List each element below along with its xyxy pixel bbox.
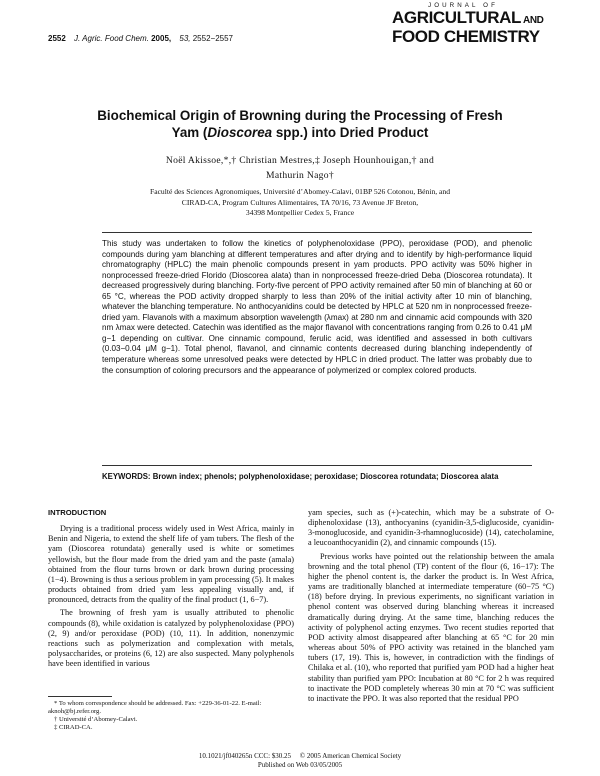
paragraph: yam species, such as (+)-catechin, which may be a substrate of O-diphenoloxidase (13), anthocyanins (cyanidin-3,5-diglucoside, cyanidin-3-monoglucoside, and cyanidin-3-rhamnoglucoside) (14), catecholamine, a leucoanthocyanidin (2), and cinnamic compounds (15). bbox=[308, 508, 554, 548]
author-list bbox=[60, 153, 540, 183]
authors-line2: Mathurin Nago† bbox=[266, 170, 334, 181]
title-line1: Biochemical Origin of Browning during the Processing of Fresh bbox=[97, 108, 503, 123]
affil-line3: 34398 Montpellier Cedex 5, France bbox=[245, 208, 355, 218]
affiliations bbox=[100, 187, 500, 219]
keywords-text: Brown index; phenols; polyphenoloxidase; peroxidase; Dioscorea rotundata; Dioscorea alata bbox=[152, 472, 499, 481]
affil-line1: Faculté des Sciences Agronomiques, Université d’Abomey-Calavi, 01BP 526 Cotonou, Bénin, and bbox=[149, 187, 451, 196]
logo-line3: FOOD CHEMISTRY bbox=[392, 27, 540, 46]
logo-agricultural: AGRICULTURAL bbox=[392, 8, 521, 27]
paragraph: Previous works have pointed out the relationship between the amala browning and the total phenol (TP) content of the flour (6, 16−17): The higher the phenol content is, the darker the product is. In West Africa, yams are traditionally blanched at intermediate temperature (60−75 °C) (18) before drying. In previous experiments, no significant variation in phenol content was observed during blanching whereas it increased dramatically during drying. At the same time, blanching reduces the activity of polyphenol acting enzymes. Two recent studies reported that POD activity almost disappeared after blanching at 65 °C for 20 min whereas about 50% of PPO activity was retained in the blanched yam tubers (17, 19). This is, however, in contradiction with the findings of Chilaka et al. (10), who reported that purified yam POD had a higher heat stability than purified yam PPO: Incubation at 80 °C for 2 h was required to inactivate the POD completely whereas 30 min at 70 °C was sufficient to inactivate the PPO. It was also reported that the residual PPO bbox=[308, 551, 554, 703]
doi-footer bbox=[0, 752, 600, 769]
logo-line1: JOURNAL OF bbox=[428, 2, 498, 9]
footnotes bbox=[48, 700, 298, 732]
journal-year: 2005, bbox=[151, 34, 172, 43]
keywords-label: KEYWORDS: bbox=[102, 472, 151, 481]
footnote-affil-1: † Université d’Abomey-Calavi. bbox=[54, 716, 138, 723]
abstract-top-rule bbox=[102, 232, 532, 233]
title-line2-post: spp.) into Dried Product bbox=[272, 125, 429, 140]
authors-line1: Noël Akissoe,*,† Christian Mestres,‡ Joseph Hounhouigan,† and bbox=[165, 155, 435, 166]
journal-pages: 2552−2557 bbox=[192, 34, 233, 43]
article-title bbox=[60, 107, 540, 141]
paragraph: Drying is a traditional process widely used in West Africa, mainly in Benin and Nigeria, to extend the shelf life of yam tubers. The flesh of the yam (Dioscorea rotundata) generally used is white or sometimes yellowish, but the flour made from the dried yam and the paste (amala) obtained from the flour turns brown or dark brown during processing (1−4). Browning is thus a serious problem in yam processing (5). It makes products obtained from dried yam less appealing visually and, if pronounced, detracts from the quality of the final product (1, 6−7). bbox=[48, 524, 294, 605]
logo-and: AND bbox=[523, 15, 544, 26]
keywords bbox=[102, 472, 532, 482]
section-heading-introduction: INTRODUCTION bbox=[48, 508, 107, 517]
abstract-bottom-rule bbox=[102, 465, 532, 466]
abstract: This study was undertaken to follow the kinetics of polyphenoloxidase (PPO), peroxidase (POD), and phenolic compounds during yam blanching at different temperatures and after drying and to identify by high-performance liquid chromatography (HPLC) the main phenolic compounds present in yam products. PPO activity was 50% higher in nonprocessed freeze-dried Florido (Dioscorea alata) than in nonprocessed freeze-dried Deba (Dioscorea rotundata). It decreased progressively during blanching. Forty-five percent of PPO activity remained after 50 min of blanching at 60 or 65 °C, whereas the POD activity dropped sharply to less than 20% of the initial activity after 10 min of blanching, whatever the blanching temperature. No anthocyanidins could be detected by HPLC at 520 nm in nonprocessed freeze-dried yam. Flavanols with a maximum absorption wavelength (λmax) at 280 nm and cinnamic acid compounds with 320 nm λmax were detected. Catechin was identified as the major flavanol with concentrations ranging from 0.26 to 0.41 μM g−1 depending on cultivar. One cinnamic compound, ferulic acid, was identified and assessed in both cultivars (0.03−0.04 μM g−1). Total phenol, flavanol, and cinnamic contents decreased during blanching independently of temperature whereas some unresolved peaks were detected by HPLC in dried product. The latter was probably due to the consumption of coloring precursors and the appearance of polymerized or complex colored products. bbox=[102, 239, 532, 375]
title-line2 bbox=[60, 124, 540, 141]
title-genus: Dioscorea bbox=[207, 125, 273, 140]
journal-volume: 53, bbox=[179, 34, 191, 43]
journal-logo bbox=[392, 2, 560, 45]
running-header bbox=[48, 34, 233, 43]
doi-line: 10.1021/jf040265n CCC: $30.25 © 2005 American Chemical Society bbox=[198, 752, 402, 760]
body-column-right bbox=[308, 508, 554, 704]
publication-date: Published on Web 03/05/2005 bbox=[257, 760, 343, 769]
body-column-left bbox=[48, 508, 294, 669]
journal-name: J. Agric. Food Chem. bbox=[74, 34, 149, 43]
title-line2-pre: Yam ( bbox=[171, 125, 208, 140]
page-number: 2552 bbox=[48, 34, 66, 43]
paragraph: The browning of fresh yam is usually attributed to phenolic compounds (8), while oxidation is catalyzed by polyphenoloxidase (PPO) (2, 9) and/or peroxidase (POD) (10, 11). In addition, nonenzymic reactions such as polymerization and complexation with metals, polysaccharides, or proteins (6, 12) are also suspected. Many polyphenols have been identified in various bbox=[48, 608, 294, 669]
footnote-correspondence: * To whom correspondence should be addressed. Fax: +229-36-01-22. E-mail: aknoh@bj.refer.org. bbox=[48, 700, 262, 715]
footnote-affil-2: ‡ CIRAD-CA. bbox=[54, 724, 93, 731]
affil-line2: CIRAD-CA, Program Cultures Alimentaires, TA 70/16, 73 Avenue JF Breton, bbox=[181, 197, 419, 207]
footnote-rule bbox=[48, 696, 112, 697]
